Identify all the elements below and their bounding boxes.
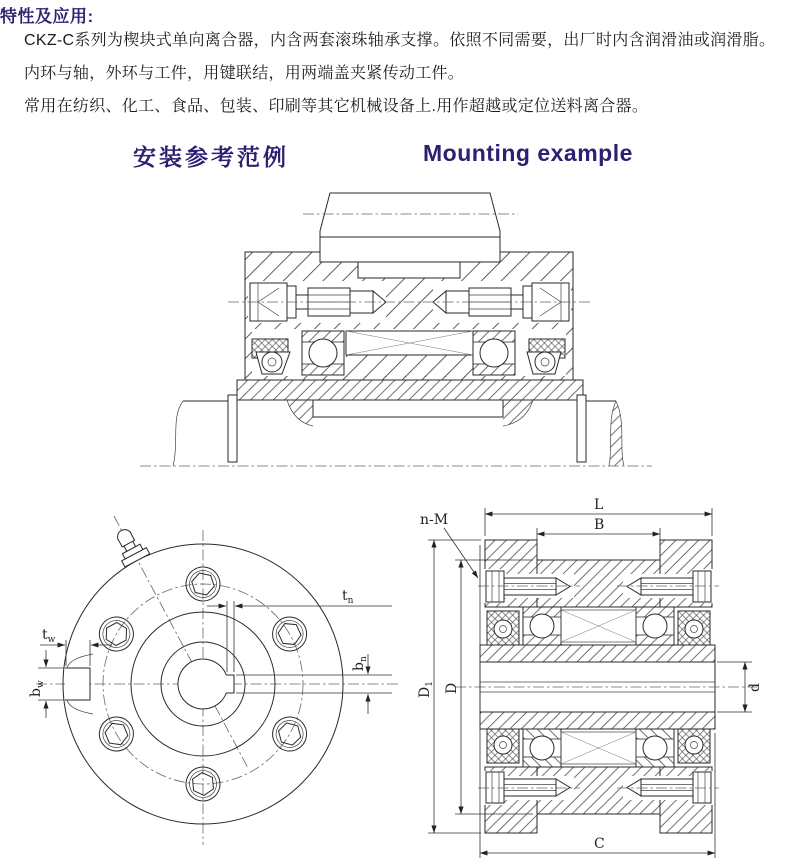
dim-label-d: d (747, 683, 763, 692)
paragraph-line-1: CKZ-C系列为楔块式单向离合器，内含两套滚珠轴承支撑。依照不同需要，出厂时内含润滑油或润滑脂。 (24, 32, 776, 49)
section-title-zh: 安装参考范例 (133, 144, 289, 170)
dim-label-bw: $b_w$ (28, 680, 46, 697)
section-title-en: Mounting example (423, 140, 633, 166)
dim-label-tw: $t_w$ (42, 627, 56, 645)
paragraph-line-3: 常用在纺织、化工、食品、包装、印刷等其它机械设备上.用作超越或定位送料离合器。 (24, 98, 649, 115)
dim-label-tn: $t_n$ (342, 588, 354, 606)
grease-fitting-icon (109, 524, 150, 567)
dim-label-bn: $b_n$ (351, 656, 369, 671)
dim-label-B: B (594, 517, 605, 533)
dim-label-nM: n-M (420, 512, 449, 528)
page-title: 特性及应用: (0, 7, 94, 26)
front-view-drawing (28, 516, 398, 845)
dim-label-D1: $D_1$ (417, 681, 435, 698)
dim-label-L: L (594, 497, 604, 513)
section-view-drawing (417, 497, 763, 858)
dim-label-C: C (594, 836, 605, 852)
dim-label-D: D (444, 682, 460, 694)
mounting-example-drawing (140, 193, 652, 466)
paragraph-line-2: 内环与轴，外环与工件，用键联结，用两端盖夹紧传动工件。 (24, 65, 465, 82)
